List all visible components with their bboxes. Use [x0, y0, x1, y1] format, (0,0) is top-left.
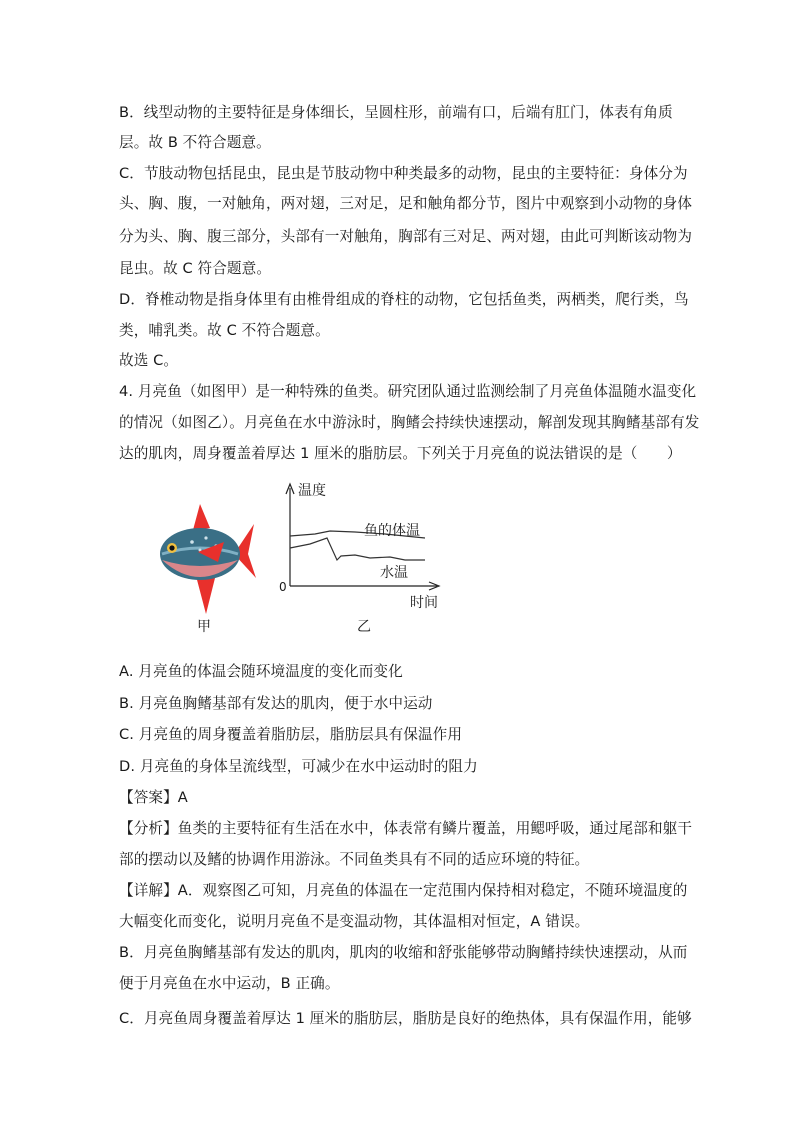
analysis-line: 【分析】鱼类的主要特征有生活在水中，体表常有鳞片覆盖，用鳃呼吸，通过尾部和躯干: [119, 820, 693, 837]
answer-line: 【答案】A: [119, 789, 188, 806]
fish-temp-label: 鱼的体温: [364, 523, 420, 539]
origin-label: 0: [279, 580, 287, 594]
text-line: 头、胸、腹，一对触角，两对翅，三对足，足和触角都分节，图片中观察到小动物的身体: [119, 195, 693, 212]
text-line: B．线型动物的主要特征是身体细长，呈圆柱形，前端有口，后端有肛门，体表有角质: [119, 104, 673, 121]
question-text-line: 的情况（如图乙）。月亮鱼在水中游泳时，胸鳍会持续快速摆动，解剖发现其胸鳍基部有发: [119, 414, 700, 431]
option-a: A. 月亮鱼的体温会随环境温度的变化而变化: [119, 663, 403, 680]
water-temp-curve: [290, 538, 425, 560]
figure-jia-label: 甲: [197, 619, 211, 635]
text-line: C．节肢动物包括昆虫，昆虫是节肢动物中种类最多的动物，昆虫的主要特征：身体分为: [119, 165, 688, 182]
figure-yi-label: 乙: [357, 619, 371, 635]
option-c: C. 月亮鱼的周身覆盖着脂肪层，脂肪层具有保温作用: [119, 726, 463, 743]
explanation-line: C．月亮鱼周身覆盖着厚达 1 厘米的脂肪层，脂肪是良好的绝热体，具有保温作用，能够: [119, 1010, 692, 1027]
explanation-line: 便于月亮鱼在水中运动，B 正确。: [119, 975, 340, 992]
water-temp-label: 水温: [380, 565, 408, 581]
analysis-line: 部的摆动以及鳍的协调作用游泳。不同鱼类具有不同的适应环境的特征。: [119, 851, 590, 868]
text-line: D．脊椎动物是指身体里有由椎骨组成的脊柱的动物，它包括鱼类，两栖类，爬行类，鸟: [119, 291, 689, 308]
text-line: 类，哺乳类。故 C 不符合题意。: [119, 322, 330, 339]
question-text-line: 达的肌肉，周身覆盖着厚达 1 厘米的脂肪层。下列关于月亮鱼的说法错误的是（ ）: [119, 445, 682, 462]
text-line: 层。故 B 不符合题意。: [119, 134, 271, 151]
option-d: D. 月亮鱼的身体呈流线型，可减少在水中运动时的阻力: [119, 758, 478, 775]
y-axis-label: 温度: [298, 483, 326, 499]
option-b: B. 月亮鱼胸鳍基部有发达的肌肉，便于水中运动: [119, 695, 433, 712]
question-figure: [140, 478, 460, 638]
explanation-line: 【详解】A．观察图乙可知，月亮鱼的体温在一定范围内保持相对稳定，不随环境温度的: [119, 882, 688, 899]
explanation-line: B．月亮鱼胸鳍基部有发达的肌肉，肌肉的收缩和舒张能够带动胸鳍持续快速摆动，从而: [119, 944, 688, 961]
x-axis-label: 时间: [410, 595, 438, 611]
text-line: 分为头、胸、腹三部分，头部有一对触角，胸部有三对足、两对翅，由此可判断该动物为: [119, 228, 693, 245]
text-line: 故选 C。: [119, 352, 179, 369]
question-text-line: 4. 月亮鱼（如图甲）是一种特殊的鱼类。研究团队通过监测绘制了月亮鱼体温随水温变化: [119, 383, 697, 400]
explanation-line: 大幅变化而变化，说明月亮鱼不是变温动物，其体温相对恒定，A 错误。: [119, 913, 590, 930]
text-line: 昆虫。故 C 符合题意。: [119, 260, 272, 277]
moonfish-illustration: [148, 502, 258, 617]
